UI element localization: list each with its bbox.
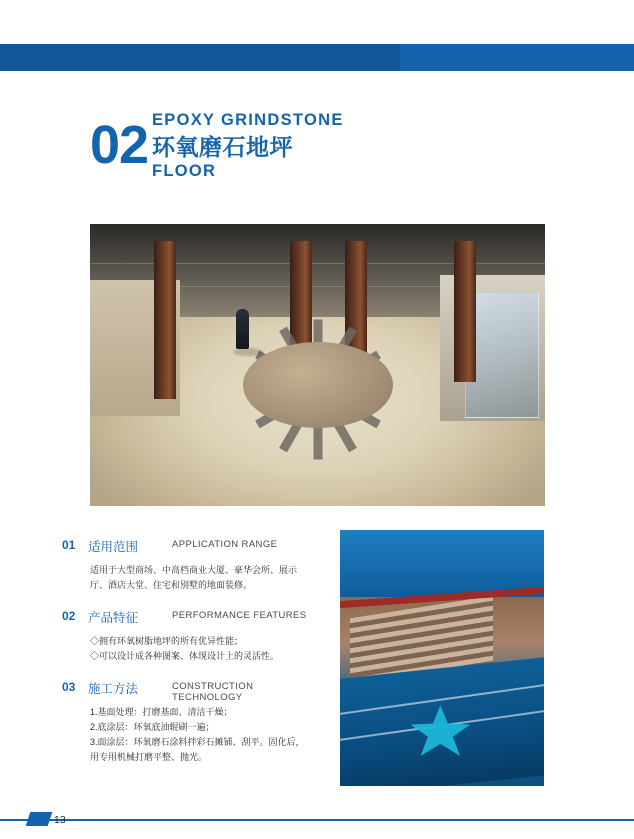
body-line: 1.基面处理：打磨基面、清洁干燥；: [90, 707, 233, 717]
section-item-number: 03: [62, 680, 76, 694]
content-sections: [62, 538, 312, 781]
section-item-title-cn: 施工方法: [88, 682, 139, 696]
title-english-bottom: FLOOR: [152, 162, 217, 180]
section-item-title-en: APPLICATION RANGE: [172, 539, 278, 550]
section-item-number: 02: [62, 609, 76, 623]
section-header: [62, 538, 312, 556]
title-chinese: 环氧磨石地坪: [152, 134, 293, 160]
page-number: 13: [54, 814, 66, 826]
section-header: [62, 609, 312, 627]
main-photo: [90, 224, 545, 506]
section-item-title-cn: 产品特征: [88, 611, 139, 625]
body-line: 用专用机械打磨平整、抛光。: [90, 752, 208, 762]
footer-rule: [0, 819, 634, 821]
body-line: ◇可以设计成各种图案、体现设计上的灵活性。: [90, 651, 280, 661]
side-photo: [340, 530, 544, 786]
body-line: 2.底涂层：环氧底油辊刷一遍；: [90, 722, 215, 732]
section-item-title-en: PERFORMANCE FEATURES: [172, 610, 307, 621]
section-item: [62, 538, 312, 593]
body-line: 3.面涂层：环氧磨石涂料拌彩石摊铺、刮平。固化后，: [90, 737, 305, 747]
main-photo-pillar: [154, 241, 176, 399]
section-item: [62, 680, 312, 765]
body-line: ◇拥有环氧树脂地坪的所有优异性能；: [90, 636, 244, 646]
section-item-title-cn: 适用范围: [88, 540, 139, 554]
section-number: 02: [90, 115, 149, 175]
footer-tab: [26, 812, 53, 826]
title-texts: [152, 110, 344, 180]
body-line: 适用于大型商场、中高档商业大厦、豪华会所、展示: [90, 565, 298, 575]
section-item-title-en: CONSTRUCTION TECHNOLOGY: [172, 681, 254, 703]
section-item: [62, 609, 312, 664]
section-item-body: [90, 634, 312, 664]
floor-center-medallion: [243, 342, 393, 428]
section-item-body: [90, 563, 312, 593]
section-item-body: [90, 705, 312, 765]
main-photo-pillar: [454, 241, 476, 382]
person-figure: [236, 309, 249, 349]
main-photo-glass-facade: [465, 292, 539, 418]
section-header: [62, 680, 312, 703]
header-band-left: [0, 44, 400, 71]
body-line: 厅、酒店大堂、住宅和别墅的地面装修。: [90, 580, 253, 590]
section-item-number: 01: [62, 538, 76, 552]
title-english-top: EPOXY GRINDSTONE: [152, 111, 344, 129]
